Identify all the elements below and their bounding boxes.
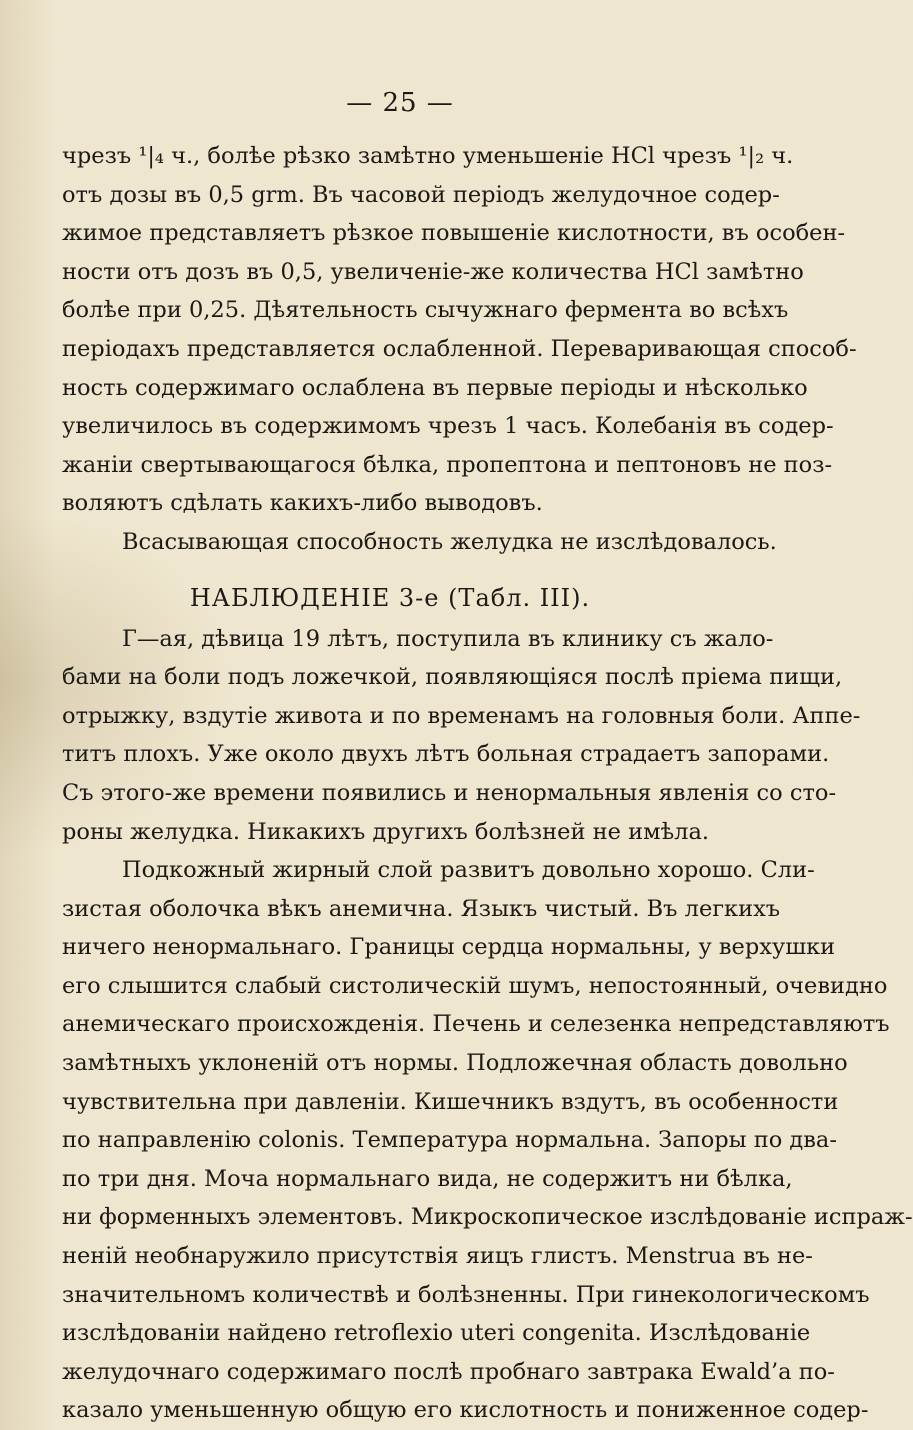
text-line: титъ плохъ. Уже около двухъ лѣтъ больная страдаетъ запорами. [62, 741, 830, 768]
text-line: замѣтныхъ уклоненій отъ нормы. Подложечная область довольно [62, 1050, 848, 1077]
text-line: анемическаго происхожденія. Печень и селезенка непредставляютъ [62, 1011, 890, 1038]
text-line: отрыжку, вздутіе живота и по временамъ на головныя боли. Аппе- [62, 702, 861, 729]
text-line: значительномъ количествѣ и болѣзненны. При гинекологическомъ [62, 1281, 870, 1308]
text-line: по три дня. Моча нормальнаго вида, не содержитъ ни бѣлка, [62, 1165, 793, 1192]
page-number: — 25 — [346, 88, 454, 118]
text-line: чрезъ ¹|₄ ч., болѣе рѣзко замѣтно уменьшеніе НСl чрезъ ¹|₂ ч. [62, 143, 794, 169]
text-line: болѣе при 0,25. Дѣятельность сычужнаго фермента во всѣхъ [62, 297, 789, 324]
text-line: воляютъ сдѣлать какихъ-либо выводовъ. [62, 490, 543, 517]
text-line: отъ дозы въ 0,5 grm. Въ часовой періодъ желудочное содер- [62, 181, 780, 208]
text-line: изслѣдованіи найдено retroflexio uteri congenita. Изслѣдованіе [62, 1320, 811, 1347]
text-line: Подкожный жирный слой развитъ довольно хорошо. Сли- [122, 857, 815, 884]
text-line: ность содержимаго ослаблена въ первые періоды и нѣсколько [62, 374, 808, 401]
text-line: его слышится слабый систолическій шумъ, непостоянный, очевидно [62, 972, 888, 999]
section-heading: НАБЛЮДЕНІЕ 3-е (Табл. III). [189, 583, 591, 612]
text-line: бами на боли подъ ложечкой, появляющіяся послѣ пріема пищи, [62, 664, 843, 691]
text-line: Всасывающая способность желудка не изслѣдовалось. [122, 528, 777, 555]
text-line: ни форменныхъ элементовъ. Микроскопическое изслѣдованіе испраж- [62, 1204, 913, 1231]
text-line: желудочнаго содержимаго послѣ пробнаго завтрака Ewald’a по- [62, 1358, 835, 1385]
text-line: по направленію coloniѕ. Температура нормальна. Запоры по два- [62, 1127, 837, 1154]
text-line: жимое представляетъ рѣзкое повышеніе кислотности, въ особен- [62, 220, 846, 247]
body-text [62, 137, 913, 1430]
text-line: казало уменьшенную общую его кислотность и пониженное содер- [62, 1397, 869, 1424]
text-line: Г—ая, дѣвица 19 лѣтъ, поступила въ клинику съ жало- [122, 625, 774, 652]
text-line: Съ этого-же времени появились и ненормальныя явленія со сто- [62, 779, 837, 806]
text-line: увеличилось въ содержимомъ чрезъ 1 часъ. Колебанія въ содер- [62, 413, 834, 440]
text-line: чувствительна при давленіи. Кишечникъ вздутъ, въ особенности [62, 1088, 839, 1115]
text-line: роны желудка. Никакихъ другихъ болѣзней не имѣла. [62, 818, 710, 845]
text-line: періодахъ представляется ослабленной. Переваривающая способ- [62, 335, 857, 362]
text-line: ничего ненормальнаго. Границы сердца нормальны, у верхушки [62, 934, 836, 961]
text-line: ности отъ дозъ въ 0,5, увеличеніе-же количества НСl замѣтно [62, 258, 804, 285]
text-line: жаніи свертывающагося бѣлка, пропептона и пептоновъ не поз- [62, 451, 833, 478]
text-line: зистая оболочка вѣкъ анемична. Языкъ чистый. Въ легкихъ [62, 895, 781, 922]
text-line: неній необнаружило присутствія яицъ глистъ. Menstrua въ не- [62, 1243, 813, 1270]
